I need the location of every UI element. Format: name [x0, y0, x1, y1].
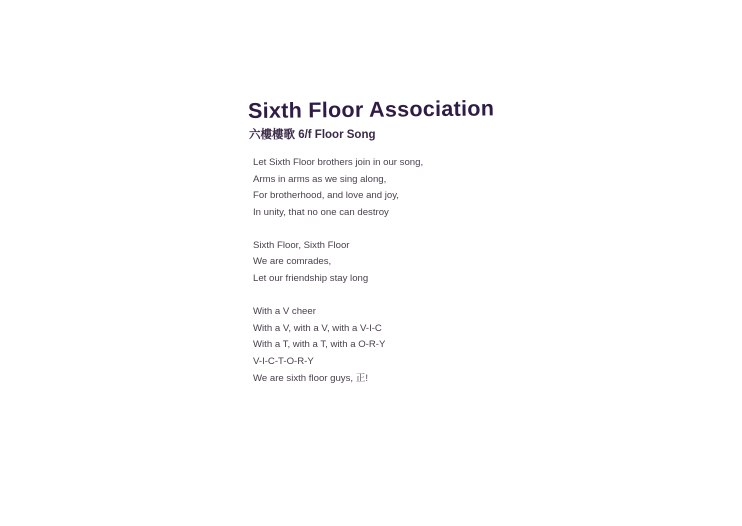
stanza-cheer — [253, 304, 548, 387]
lyric-line: Sixth Floor, Sixth Floor — [253, 239, 350, 251]
song-page — [248, 98, 548, 404]
song-subtitle: 六樓樓歌 6/f Floor Song — [249, 129, 376, 141]
lyric-line: Let our friendship stay long — [253, 273, 369, 285]
lyric-line: We are sixth floor guys, 正! — [253, 372, 368, 384]
stanza-verse — [253, 155, 548, 221]
stanza-chorus — [253, 238, 548, 288]
lyric-line: We are comrades, — [253, 256, 332, 268]
lyric-line: With a T, with a T, with a O-R-Y — [253, 339, 386, 351]
lyric-line: For brotherhood, and love and joy, — [253, 190, 399, 202]
lyrics — [253, 155, 548, 387]
page-title: Sixth Floor Association — [247, 96, 495, 123]
lyric-line: With a V cheer — [253, 306, 316, 318]
lyric-line: In unity, that no one can destroy — [253, 206, 389, 218]
lyric-line: Let Sixth Floor brothers join in our song, — [253, 157, 424, 168]
lyric-line: With a V, with a V, with a V-I-C — [253, 322, 382, 334]
lyric-line: V-I-C-T-O-R-Y — [253, 355, 314, 367]
lyric-line: Arms in arms as we sing along, — [253, 173, 387, 185]
